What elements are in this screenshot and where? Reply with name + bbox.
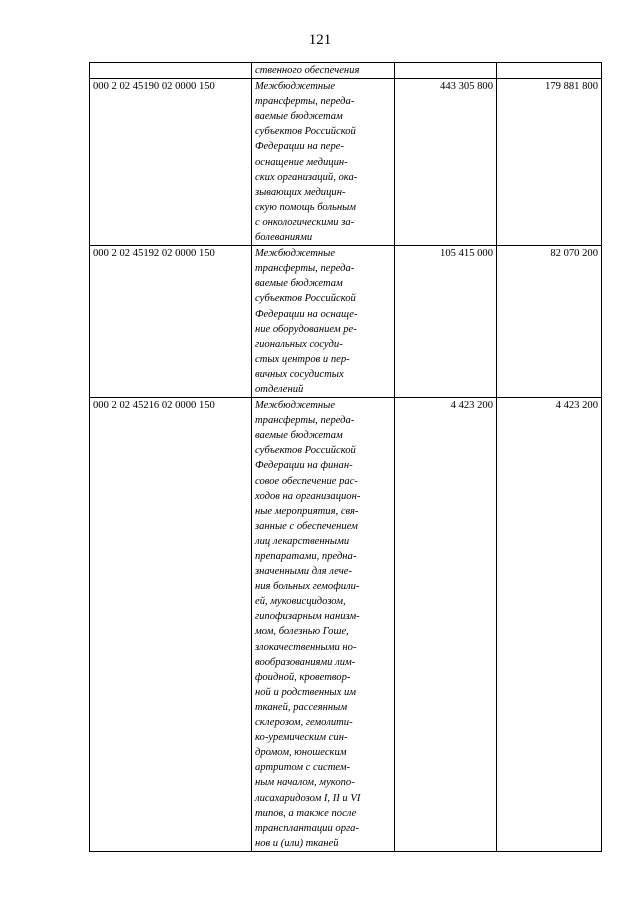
description-line: субъектов Российской: [255, 445, 356, 457]
description-cell: [252, 398, 395, 852]
value1-cell: 4 423 200: [395, 398, 497, 852]
description-line: стых центров и пер-: [255, 353, 350, 365]
description-line: фоидной, кроветвор-: [255, 671, 351, 683]
value1-cell: 105 415 000: [395, 246, 497, 398]
description-cell: [252, 79, 395, 246]
description-line: склерозом, гемолити-: [255, 717, 353, 729]
code-cell: [90, 63, 252, 79]
description-line: ственного обеспечения: [255, 65, 360, 76]
continuation-row: [90, 63, 602, 79]
description-line: ваемые бюджетам: [255, 111, 343, 123]
description-line: Межбюджетные: [255, 248, 336, 260]
description-line: лиц лекарственными: [255, 535, 350, 547]
description-line: лисахаридозом I, II и VI: [255, 792, 361, 804]
description-line: препаратами, предна-: [255, 551, 357, 562]
description-line: отделений: [255, 383, 304, 395]
description-line: с онкологическими за-: [255, 216, 355, 228]
description-line: артритом с систем-: [255, 762, 351, 774]
description-line: ние оборудованием ре-: [255, 323, 357, 335]
description-cell: [252, 63, 395, 79]
description-line: ей, муковисцидозом,: [255, 596, 346, 608]
description-line: вичных сосудистых: [255, 368, 344, 380]
description-line: Федерации на финан-: [255, 460, 353, 472]
description-line: нов и (или) тканей: [255, 837, 339, 849]
value2-cell: 82 070 200: [497, 246, 602, 398]
description-line: болеваниями: [255, 232, 313, 244]
table-row: [90, 398, 602, 852]
description-line: значенными для лече-: [255, 566, 352, 578]
description-line: Федерации на пере-: [255, 141, 345, 153]
value1-cell: 443 305 800: [395, 79, 497, 246]
description-line: скую помощь больным: [255, 201, 357, 213]
description-line: тканей, рассеянным: [255, 701, 348, 713]
description-line: занные с обеспечением: [255, 520, 358, 532]
description-line: субъектов Российской: [255, 126, 356, 138]
description-line: ные мероприятия, свя-: [255, 505, 359, 517]
description-line: гипофизарным нанизм-: [255, 611, 360, 623]
description-line: ваемые бюджетам: [255, 278, 343, 290]
description-line: Федерации на оснаще-: [255, 308, 358, 320]
description-line: мом, болезнью Гоше,: [255, 626, 349, 638]
description-line: трансплантации орга-: [255, 822, 359, 834]
description-line: трансферты, переда-: [255, 415, 355, 427]
description-line: трансферты, переда-: [255, 96, 355, 108]
description-line: дромом, юношеским: [255, 747, 347, 759]
description-line: совое обеспечение рас-: [255, 475, 358, 487]
description-line: зывающих медицин-: [255, 186, 346, 198]
description-line: ния больных гемофили-: [255, 581, 360, 593]
description-line: ко-уремическим син-: [255, 732, 348, 744]
description-line: Межбюджетные: [255, 400, 336, 412]
description-cell: [252, 246, 395, 398]
description-line: ным началом, мукопо-: [255, 777, 355, 789]
page-number: 121: [308, 32, 332, 48]
value2-cell: [497, 63, 602, 79]
description-line: ских организаций, ока-: [255, 171, 358, 183]
description-line: вообразованиями лим-: [255, 656, 356, 668]
code-cell: 000 2 02 45216 02 0000 150: [90, 398, 252, 852]
table-row: [90, 246, 602, 398]
description-line: ной и родственных им: [255, 686, 357, 698]
description-line: гиональных сосуди-: [255, 338, 343, 350]
description-line: трансферты, переда-: [255, 263, 355, 275]
code-cell: 000 2 02 45190 02 0000 150: [90, 79, 252, 246]
description-line: ходов на организацион-: [255, 490, 361, 502]
description-line: ваемые бюджетам: [255, 430, 343, 442]
code-cell: 000 2 02 45192 02 0000 150: [90, 246, 252, 398]
budget-table: [89, 62, 602, 852]
value2-cell: 179 881 800: [497, 79, 602, 246]
description-line: оснащение медицин-: [255, 156, 348, 168]
description-line: субъектов Российской: [255, 293, 356, 305]
value1-cell: [395, 63, 497, 79]
description-line: типов, а также после: [255, 807, 357, 819]
description-line: Межбюджетные: [255, 81, 336, 93]
value2-cell: 4 423 200: [497, 398, 602, 852]
description-line: злокачественными но-: [255, 641, 357, 653]
table-row: [90, 79, 602, 246]
